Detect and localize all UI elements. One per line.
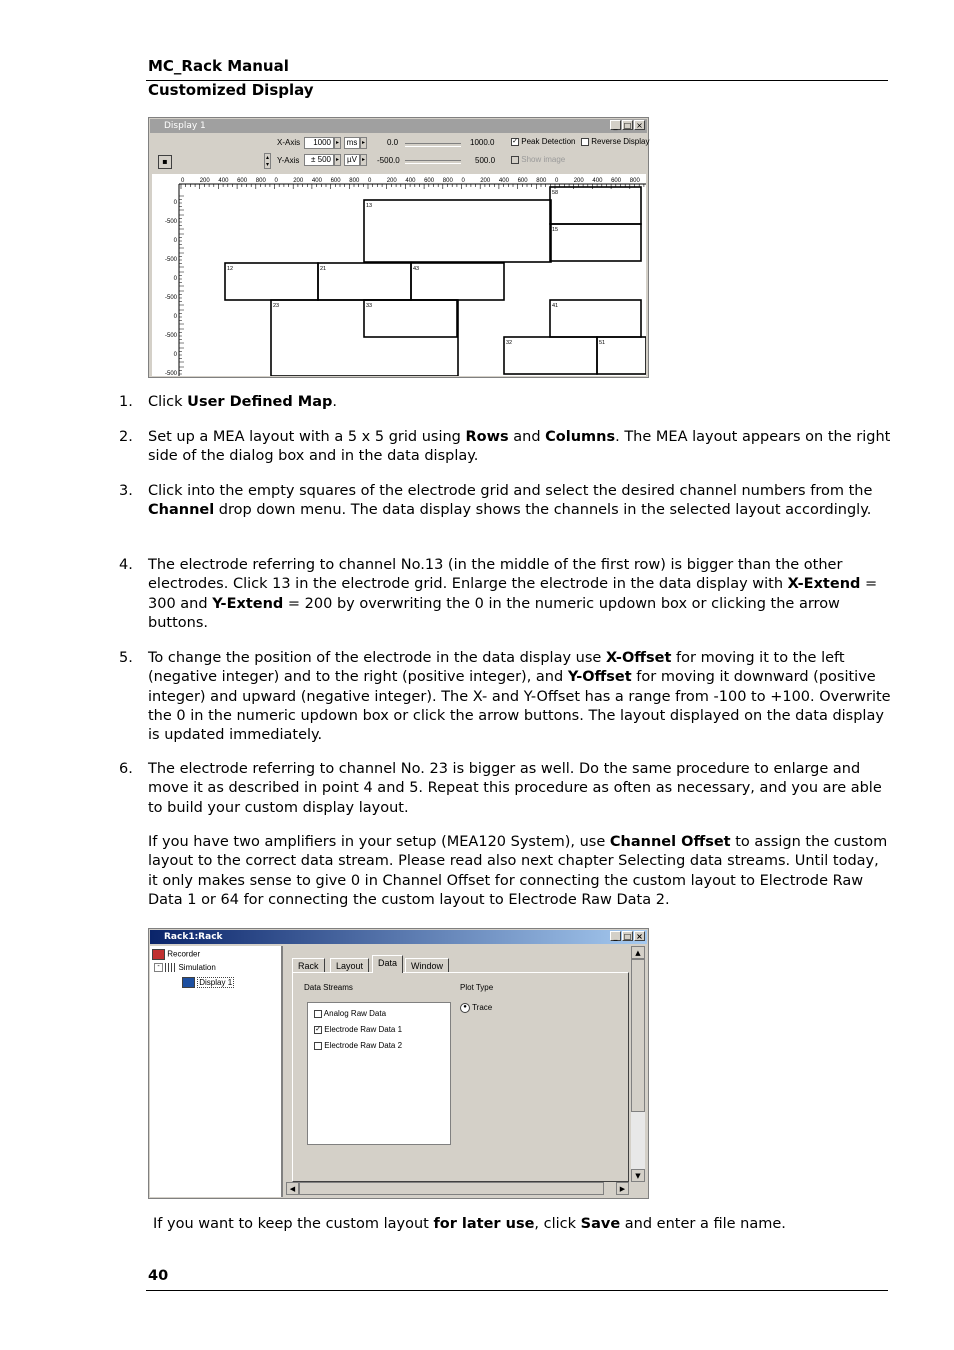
scroll-down-icon[interactable]: ▼: [631, 1169, 645, 1182]
scroll-up-icon[interactable]: ▲: [631, 946, 645, 959]
y-tick-label: 0: [173, 238, 177, 244]
ruler-tick-label: 400: [498, 178, 509, 184]
plot-type-option: Trace: [472, 1003, 493, 1013]
y-tick-label: -500: [164, 333, 177, 339]
step-b1: User Defined Map: [187, 394, 333, 410]
data-display-area: [152, 174, 646, 376]
channel-label: 12: [227, 266, 234, 272]
show-image-label: Show image: [521, 155, 566, 164]
x-axis-input[interactable]: 1000: [304, 137, 334, 149]
rack-window-titlebar: [150, 930, 647, 944]
stream-item[interactable]: [314, 1009, 386, 1018]
reverse-display-label: Reverse Display: [591, 137, 650, 146]
step-post: . The MEA layout appears on the right side of the dialog box and in the data display.: [148, 429, 891, 465]
step-b1: Channel: [148, 502, 215, 519]
amplifier-note-bold: Channel Offset: [609, 834, 731, 850]
y-tick-label: -500: [164, 257, 177, 263]
step-b1: X-Offset: [605, 650, 672, 666]
y-axis-label: Y-Axis: [277, 156, 300, 165]
maximize-icon[interactable]: □: [623, 932, 632, 941]
step-text: [148, 393, 893, 412]
step-text: [148, 760, 893, 818]
h-scroll-thumb[interactable]: [299, 1182, 604, 1195]
x-axis-spin[interactable]: ▸: [334, 137, 341, 149]
step-pre: To change the position of the electrode in the data display use: [148, 650, 606, 666]
ruler-tick-label: 200: [386, 178, 397, 184]
reverse-display-checkbox[interactable]: [581, 138, 589, 146]
ruler-tick-label: 800: [349, 178, 360, 184]
y-unit-spin[interactable]: ▸: [360, 154, 367, 166]
ruler-tick-label: 800: [536, 178, 547, 184]
ruler-tick-label: 400: [218, 178, 229, 184]
section-title: Customized Display: [148, 81, 314, 99]
step-pre: Click: [148, 394, 188, 410]
y-tick-label: 0: [173, 276, 177, 282]
electrode-box: [225, 263, 318, 300]
y-end: 500.0: [475, 156, 496, 165]
ruler-tick-label: 0: [461, 178, 465, 184]
stream-checkbox[interactable]: [314, 1042, 322, 1050]
tree-item-recorder[interactable]: Recorder: [167, 949, 201, 959]
vertical-scrollbar[interactable]: [631, 946, 645, 1182]
amplifier-note-pre: If you have two amplifiers in your setup (MEA120 System), use: [148, 834, 610, 850]
electrode-box: [364, 200, 551, 262]
y-tick-label: -500: [164, 219, 177, 225]
step-pre: Click into the empty squares of the electrode grid and select the desired channel numbers from the: [148, 483, 873, 499]
step-b2: Y-Offset: [567, 669, 632, 686]
step-text: [148, 556, 893, 633]
ruler-tick-label: 200: [199, 178, 210, 184]
channel-label: 15: [552, 227, 559, 233]
stream-label: Electrode Raw Data 2: [324, 1041, 403, 1050]
step-pre: The electrode referring to channel No.13 (in the middle of the first row) is bigger than the other electrodes. Click 13 in the electrode grid. Enlarge the electrode in the data display with: [148, 557, 843, 593]
channel-label: 32: [506, 340, 513, 346]
ruler-tick-label: 600: [517, 178, 528, 184]
channel-label: 33: [366, 303, 373, 309]
y-tick-label: -500: [164, 295, 177, 301]
y-axis-updown[interactable]: ▴ ▾: [265, 154, 269, 168]
channel-label: 43: [413, 266, 420, 272]
show-image-checkbox[interactable]: [511, 156, 519, 164]
step-pre: The electrode referring to channel No. 23 is bigger as well. Do the same procedure to enlarge and move it as described in point 4 and 5. Repeat this procedure as often as necessary, and you are able to build your custom display layout.: [148, 761, 882, 816]
channel-label: 21: [320, 266, 327, 272]
tree-item-display-1[interactable]: Display 1: [199, 977, 233, 987]
maximize-icon[interactable]: □: [623, 121, 632, 130]
ruler-tick-label: 600: [330, 178, 341, 184]
step-text: [148, 482, 893, 521]
y-tick-label: 0: [173, 314, 177, 320]
display-window: [148, 117, 649, 378]
ruler-tick-label: 0: [181, 178, 185, 184]
ruler-tick-label: 400: [592, 178, 603, 184]
step-number: 6.: [119, 761, 133, 777]
stream-label: Electrode Raw Data 1: [324, 1025, 403, 1034]
minimize-icon[interactable]: _: [610, 931, 621, 941]
step-post: .: [332, 394, 338, 410]
step-mid: for moving it to the left (negative integer) and to the right (positive integer), and: [148, 650, 845, 686]
y-start: -500.0: [377, 156, 400, 165]
close-icon[interactable]: ×: [634, 931, 645, 941]
stream-checkbox[interactable]: ✓: [315, 1025, 321, 1033]
x-slider[interactable]: [405, 143, 461, 147]
amplifier-note-post: to assign the custom layout to the correct data stream. Please read also next chapter Selecting data streams. Until today, it only makes sense to give 0 in Channel Offset for connecting the custom layout to Electrode Raw Data 1 or 64 for connecting the custom layout to Electrode Raw Data 2.: [148, 834, 888, 908]
y-axis-spin[interactable]: ▸: [334, 154, 341, 166]
tab-layout[interactable]: Layout: [330, 958, 369, 973]
minimize-icon[interactable]: _: [610, 120, 621, 130]
save-note-post: and enter a file name.: [620, 1216, 786, 1232]
page-number: 40: [148, 1268, 169, 1284]
save-icon[interactable]: ▪: [158, 155, 172, 169]
save-note-pre: If you want to keep the custom layout: [153, 1216, 434, 1232]
stream-item[interactable]: [314, 1041, 402, 1050]
ruler-tick-label: 800: [629, 178, 640, 184]
display-window-titlebar: [150, 119, 647, 133]
electrode-box: [550, 224, 641, 261]
amplifier-note: [148, 833, 893, 910]
ruler-tick-label: 800: [442, 178, 453, 184]
ruler-tick-label: 200: [573, 178, 584, 184]
ruler-tick-label: 0: [274, 178, 278, 184]
ruler-tick-label: 0: [555, 178, 559, 184]
data-streams-list: [307, 1002, 451, 1145]
step-number: 3.: [119, 483, 133, 499]
tab-page-data: [292, 972, 629, 1182]
ruler-tick-label: 400: [311, 178, 322, 184]
save-note-mid: , click: [534, 1216, 581, 1232]
electrode-box: [550, 187, 641, 224]
tab-rack[interactable]: Rack: [292, 958, 325, 973]
save-note-bold-2: Save: [580, 1216, 621, 1232]
electrode-box: [504, 337, 597, 374]
peak-detection-label: Peak Detection: [521, 137, 576, 146]
electrode-box: [364, 300, 457, 337]
ruler-tick-label: 800: [255, 178, 266, 184]
y-tick-label: 0: [173, 352, 177, 358]
y-axis-input[interactable]: ± 500: [304, 154, 334, 166]
ruler-tick-label: 0: [368, 178, 372, 184]
horizontal-scrollbar[interactable]: [286, 1182, 631, 1196]
step-b2: Y-Extend: [212, 595, 284, 612]
step-post: for moving it downward (positive integer) and upward (negative integer). The X- and Y-Offset has a range from -100 to +100. Overwrite the 0 in the numeric updown box or click the arrow buttons. The layout displayed on the data display is updated immediately.: [148, 669, 891, 744]
electrode-box: [318, 263, 411, 300]
tab-window[interactable]: Window: [405, 958, 449, 973]
collapse-icon[interactable]: -: [154, 963, 163, 972]
save-note-bold-1: for later use: [433, 1216, 535, 1232]
stream-label: Analog Raw Data: [323, 1009, 387, 1018]
ruler-tick-label: 600: [424, 178, 435, 184]
stream-item[interactable]: [314, 1025, 402, 1034]
trace-radio[interactable]: ●: [460, 1003, 470, 1013]
simulation-icon: [165, 963, 176, 972]
step-number: 5.: [119, 650, 133, 666]
electrode-box: [411, 263, 504, 300]
recorder-icon: [152, 949, 165, 960]
ruler-tick-label: 200: [293, 178, 304, 184]
rack-window-title: Rack1:Rack: [164, 932, 223, 942]
manual-title: MC_Rack Manual: [148, 57, 289, 75]
ruler-tick-label: 200: [480, 178, 491, 184]
rack-properties-panel: [286, 946, 643, 1197]
y-tick-label: 0: [173, 200, 177, 206]
step-post: drop down menu. The data display shows the channels in the selected layout accordingly.: [214, 502, 872, 519]
tree-item-simulation[interactable]: Simulation: [178, 963, 216, 972]
scroll-thumb[interactable]: [631, 959, 645, 1112]
y-tick-label: -500: [164, 371, 177, 376]
electrode-layout-plot: [152, 174, 646, 376]
close-icon[interactable]: ×: [634, 120, 645, 130]
ruler-tick-label: 600: [237, 178, 248, 184]
stream-checkbox[interactable]: [314, 1010, 322, 1018]
plot-type-label: Plot Type: [460, 983, 494, 992]
peak-detection-checkbox[interactable]: ✓: [512, 137, 518, 145]
x-axis-unit[interactable]: ms: [344, 137, 360, 149]
step-number: 2.: [119, 429, 133, 445]
channel-label: 13: [366, 203, 373, 209]
footer-rule: [146, 1290, 888, 1291]
y-axis-unit[interactable]: µV: [344, 154, 360, 166]
scroll-right-icon[interactable]: ▶: [616, 1182, 629, 1195]
data-streams-label: Data Streams: [304, 983, 353, 992]
step-number: 4.: [119, 557, 133, 573]
y-slider[interactable]: [405, 160, 461, 164]
channel-label: 51: [599, 340, 606, 346]
electrode-box: [550, 300, 641, 337]
rack-window: [148, 928, 649, 1199]
x-end: 1000.0: [470, 138, 495, 147]
step-post: = 200 by overwriting the 0 in the numeric updown box or clicking the arrow buttons.: [148, 595, 840, 631]
save-note: [153, 1215, 898, 1234]
x-unit-spin[interactable]: ▸: [360, 137, 367, 149]
step-b1: X-Extend: [787, 576, 861, 593]
display-window-title: Display 1: [164, 121, 206, 131]
step-number: 1.: [119, 394, 133, 410]
x-axis-label: X-Axis: [277, 138, 301, 147]
channel-label: 58: [552, 190, 559, 196]
step-b2: Columns: [545, 429, 616, 445]
step-text: [148, 428, 893, 467]
channel-label: 23: [273, 303, 280, 309]
rack-tree: [150, 946, 283, 1197]
display-icon: [182, 977, 195, 988]
x-start: 0.0: [387, 138, 399, 147]
step-b1: Rows: [465, 429, 509, 445]
scroll-left-icon[interactable]: ◀: [286, 1182, 299, 1195]
step-text: [148, 649, 893, 745]
channel-label: 41: [552, 303, 559, 309]
step-mid: = 300 and: [148, 576, 878, 612]
ruler-tick-label: 400: [405, 178, 416, 184]
ruler-tick-label: 600: [611, 178, 622, 184]
step-pre: Set up a MEA layout with a 5 x 5 grid using: [148, 429, 466, 445]
step-mid: and: [508, 429, 546, 445]
tab-data[interactable]: Data: [372, 955, 403, 973]
